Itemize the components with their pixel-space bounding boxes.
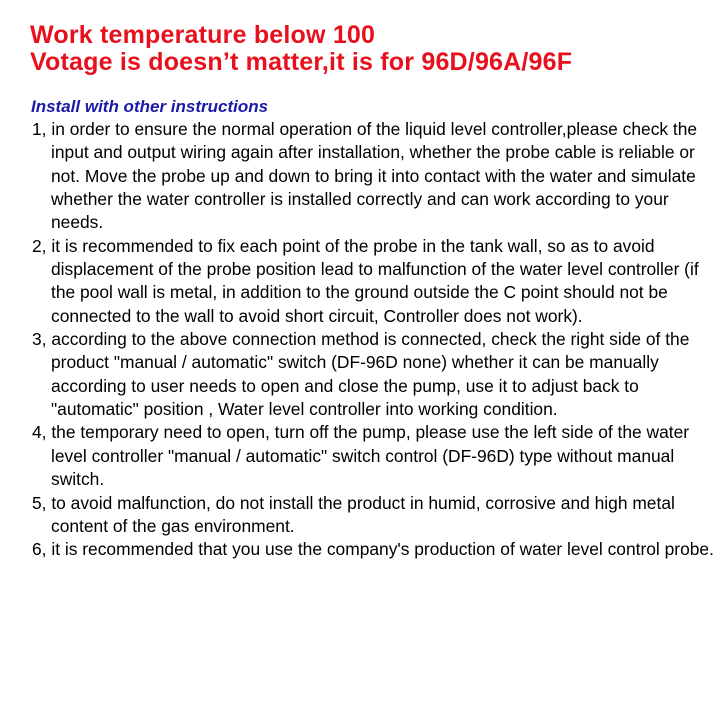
instruction-item-6: 6, it is recommended that you use the company's production of water level control probe. — [32, 539, 714, 560]
headline-temperature: Work temperature below 100 — [30, 21, 376, 49]
instruction-item-4: 4, the temporary need to open, turn off the pump, please use the left side of the water level controller "manual / automatic" switch control (DF-96D) type without manual switch. — [32, 422, 690, 490]
instruction-item-5: 5, to avoid malfunction, do not install the product in humid, corrosive and high metal content of the gas environment. — [32, 492, 675, 536]
instruction-item-2: 2, it is recommended to fix each point of the probe in the tank wall, so as to avoid displacement of the probe position lead to malfunction of the water level controller (if the pool wall is metal, in addition to the ground outside the C point should not be connected to the wall to avoid short circuit, Controller does not work). — [32, 235, 699, 326]
install-subheading: Install with other instructions — [31, 97, 269, 116]
instruction-list — [32, 118, 716, 562]
headline-voltage-models: Votage is doesn’t matter,it is for 96D/96A/96F — [30, 48, 573, 76]
instruction-item-1: 1, in order to ensure the normal operation of the liquid level controller,please check the input and output wiring again after installation, whether the probe cable is reliable or not. Move the probe up and down to bring it into contact with the water and simulate whether the water controller is installed correctly and can work according to your needs. — [32, 119, 698, 233]
instruction-item-3: 3, according to the above connection method is connected, check the right side of the product "manual / automatic" switch (DF-96D none) whether it can be manually according to user needs to open and close the pump, use it to adjust back to "automatic" position , Water level controller into working condition. — [32, 329, 690, 420]
